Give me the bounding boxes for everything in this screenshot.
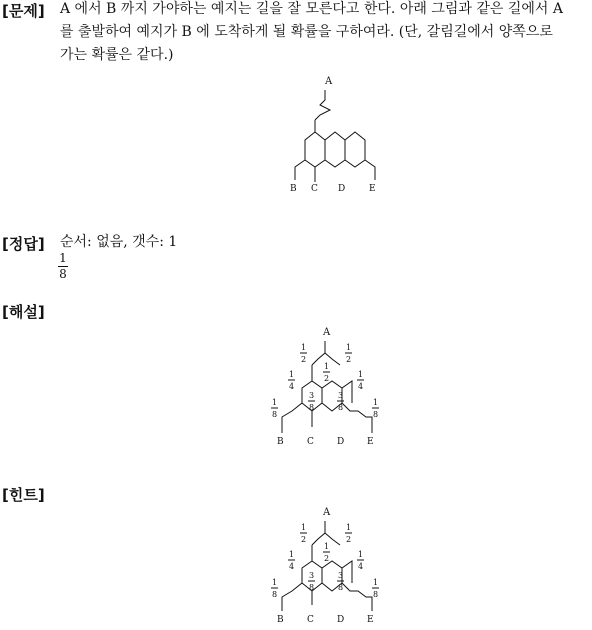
fraction-numerator: 1: [59, 251, 67, 265]
label-a: A: [323, 327, 331, 338]
label-e: E: [367, 437, 374, 447]
prob-den: 2: [301, 535, 307, 544]
prob-den: 4: [358, 382, 364, 391]
road-diagram: [270, 70, 390, 200]
answer-fraction: [58, 252, 68, 281]
label-a: A: [325, 76, 333, 87]
problem-line: A 에서 B 까지 가야하는 예지는 길을 잘 모른다고 한다. 아래 그림과 같은 길에서 A: [60, 1, 563, 17]
prob-den: 2: [324, 554, 330, 563]
label-d: D: [338, 184, 346, 194]
prob-num: 1: [373, 398, 379, 407]
prob-den: 2: [346, 355, 352, 364]
problem-line: 가는 확률은 같다.): [60, 47, 174, 63]
label-c: C: [307, 615, 314, 625]
prob-den: 8: [373, 590, 379, 599]
prob-den: 2: [324, 374, 330, 383]
prob-den: 2: [346, 535, 352, 544]
prob-num: 3: [309, 571, 315, 580]
prob-num: 1: [324, 362, 330, 371]
label-c: C: [307, 437, 314, 447]
prob-den: 8: [272, 410, 278, 419]
prob-den: 8: [338, 403, 344, 412]
prob-num: 1: [272, 578, 278, 587]
prob-num: 3: [338, 391, 344, 400]
prob-den: 8: [309, 403, 315, 412]
prob-num: 1: [358, 370, 364, 379]
prob-num: 1: [301, 523, 307, 532]
problem-tag: [문제]: [2, 2, 45, 20]
prob-den: 4: [289, 382, 295, 391]
fraction-denominator: 8: [59, 267, 67, 281]
prob-num: 3: [309, 391, 315, 400]
solution-tag: [해설]: [2, 303, 45, 321]
answer-line: 순서: 없음, 갯수: 1: [60, 234, 178, 250]
prob-den: 8: [309, 583, 315, 592]
label-a: A: [323, 507, 331, 518]
label-c: C: [311, 184, 318, 194]
prob-num: 1: [301, 343, 307, 352]
prob-num: 1: [272, 398, 278, 407]
label-e: E: [369, 184, 376, 194]
label-d: D: [337, 615, 345, 625]
label-b: B: [277, 615, 284, 625]
hint-diagram: [260, 505, 400, 630]
prob-num: 1: [289, 370, 295, 379]
prob-num: 1: [373, 578, 379, 587]
prob-num: 3: [338, 571, 344, 580]
label-b: B: [277, 437, 284, 447]
label-b: B: [290, 184, 297, 194]
prob-num: 1: [324, 542, 330, 551]
solution-diagram: [260, 325, 400, 455]
prob-den: 2: [301, 355, 307, 364]
hint-tag: [힌트]: [2, 486, 45, 504]
label-d: D: [337, 437, 345, 447]
prob-num: 1: [289, 550, 295, 559]
prob-den: 4: [358, 562, 364, 571]
prob-den: 4: [289, 562, 295, 571]
prob-num: 1: [358, 550, 364, 559]
problem-line: 를 출발하여 예지가 B 에 도착하게 될 확률을 구하여라. (단, 갈림길에서 양쪽으로: [60, 24, 553, 40]
prob-den: 8: [272, 590, 278, 599]
prob-num: 1: [346, 343, 352, 352]
prob-den: 8: [373, 410, 379, 419]
answer-tag: [정답]: [2, 235, 45, 253]
prob-num: 1: [346, 523, 352, 532]
problem-text: [60, 0, 563, 67]
prob-den: 8: [338, 583, 344, 592]
label-e: E: [367, 615, 374, 625]
